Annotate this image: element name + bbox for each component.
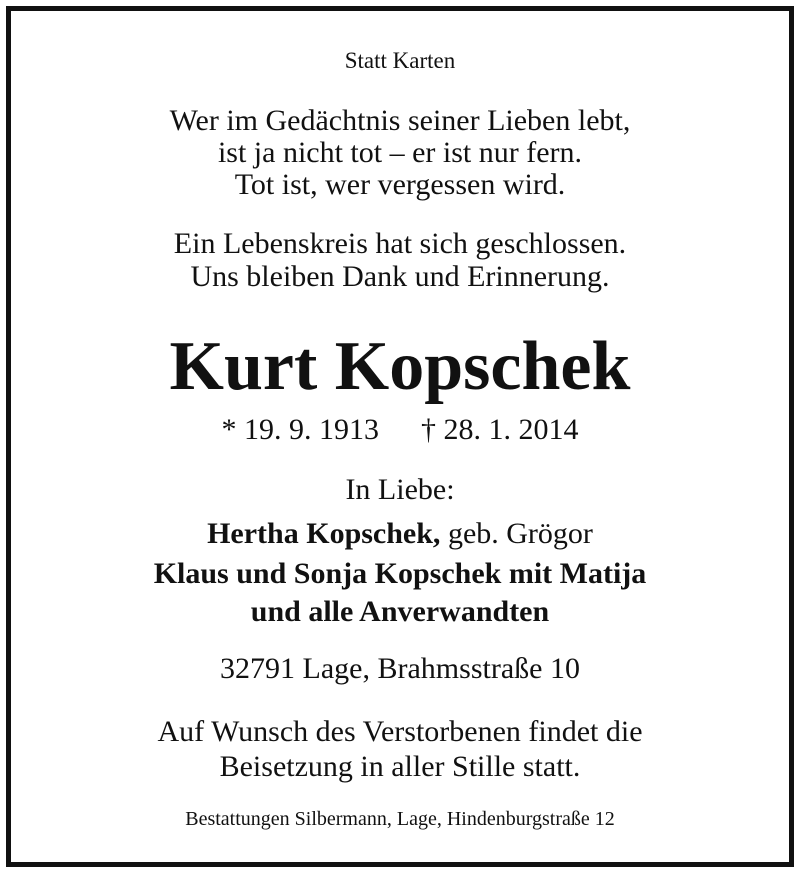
mourner-line-3: und alle Anverwandten (250, 595, 550, 628)
funeral-note-line-1: Auf Wunsch des Verstorbenen findet die (157, 715, 643, 748)
mourner-line-1 (0, 517, 800, 551)
undertaker-info: Bestattungen Silbermann, Lage, Hindenburgstraße 12 (185, 808, 615, 830)
header-text: Statt Karten (344, 48, 456, 73)
poem-line-1: Wer im Gedächtnis seiner Lieben lebt, (169, 104, 631, 137)
poem-line-3: Tot ist, wer vergessen wird. (234, 168, 566, 201)
closing-line-2: Uns bleiben Dank und Erinnerung. (190, 260, 610, 293)
mourner-line-2: Klaus und Sonja Kopschek mit Matija (153, 557, 647, 590)
mourner-spouse-maiden-name: geb. Grögor (440, 517, 593, 550)
poem-line-2: ist ja nicht tot – er ist nur fern. (217, 136, 583, 169)
deceased-name: Kurt Kopschek (169, 328, 631, 405)
birth-date: * 19. 9. 1913 (221, 413, 379, 446)
funeral-note-line-2: Beisetzung in aller Stille statt. (219, 750, 581, 783)
closing-line-1: Ein Lebenskreis hat sich geschlossen. (173, 227, 627, 260)
mourner-spouse-name: Hertha Kopschek, (207, 517, 441, 550)
in-love-label: In Liebe: (345, 473, 455, 506)
death-date: † 28. 1. 2014 (421, 413, 579, 446)
life-dates (0, 413, 800, 447)
address: 32791 Lage, Brahmsstraße 10 (220, 652, 580, 685)
